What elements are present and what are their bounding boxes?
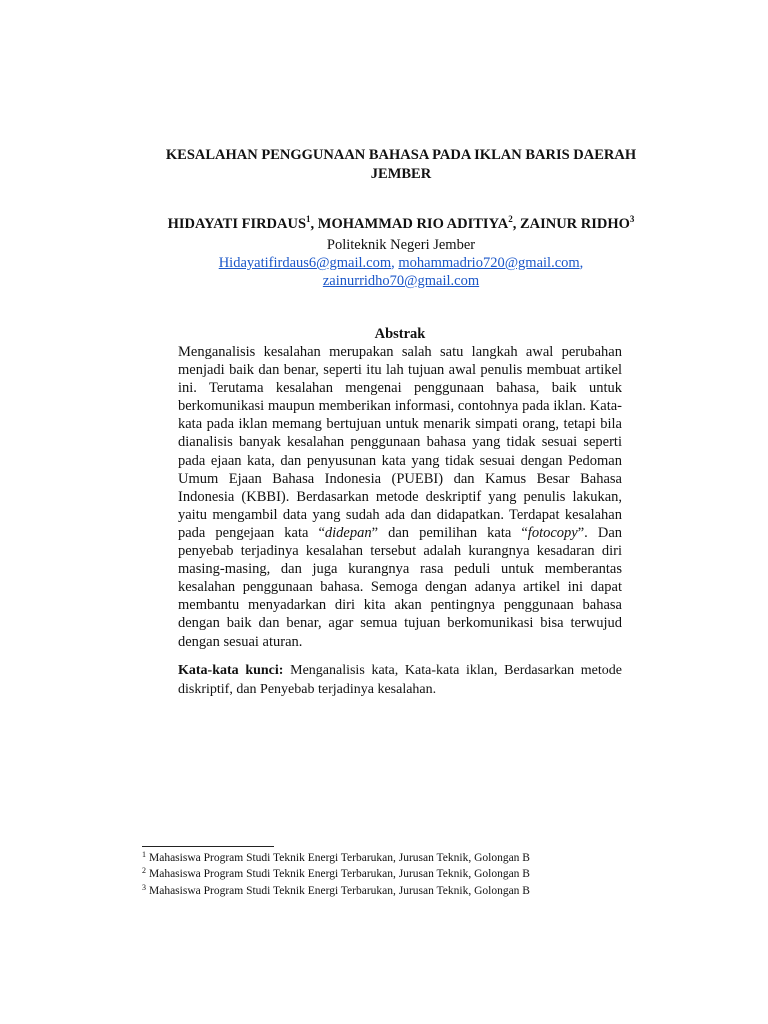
abstract-italic-term: fotocopy xyxy=(527,524,578,541)
abstract-italic-term: didepan xyxy=(324,524,372,541)
author-footnote-mark: 3 xyxy=(629,214,635,224)
abstract-heading: Abstrak xyxy=(374,326,426,342)
email-list xyxy=(150,254,652,290)
footnote-mark: 1 xyxy=(142,850,146,859)
keywords-label: Kata-kata kunci: xyxy=(178,663,284,678)
footnote-list xyxy=(142,850,702,899)
footnote xyxy=(142,883,702,899)
footnote-mark: 2 xyxy=(142,866,146,876)
affiliation: Politeknik Negeri Jember xyxy=(326,237,476,253)
abstract-text: Menganalisis kesalahan merupakan salah satu langkah awal perubahan menjadi baik dan benar, seperti itu lah tujuan awal penulis membuat artikel ini. Terutama kesalahan mengenai penggunaan bahasa, baik untuk berkomunikasi maupun memberikan informasi, contohnya pada iklan. Kata-kata pada iklan memang bertujuan untuk menarik simpati orang, tetapi bila dianalisis banyak kesalahan penggunaan bahasa yang tidak sesuai seperti pada ejaan kata, dan penyusunan kata yang tidak sesuai dengan Pedoman Umum Ejaan Bahasa Indonesia (PUEBI) dan Kamus Besar Bahasa Indonesia (KBBI). Berdasarkan metode deskriptif yang penulis lakukan, yaitu mengambil data yang sudah ada dan didapatkan. Terdapat kesalahan pada pengejaan kata “ xyxy=(178,344,622,541)
footnote xyxy=(142,850,702,866)
email-link[interactable]: Hidayatifirdaus6@gmail.com xyxy=(218,255,392,271)
footnote-text: Mahasiswa Program Studi Teknik Energi Terbarukan, Jurusan Teknik, Golongan B xyxy=(149,884,530,897)
keywords xyxy=(178,661,622,699)
abstract-text: ” dan pemilihan kata “ xyxy=(371,524,528,541)
author-list xyxy=(100,215,702,234)
footnote-divider xyxy=(142,846,274,847)
author-name: HIDAYATI FIRDAUS xyxy=(167,216,307,232)
footnote-text: Mahasiswa Program Studi Teknik Energi Terbarukan, Jurusan Teknik, Golongan B xyxy=(149,868,530,881)
email-separator: , xyxy=(579,255,584,271)
footnote xyxy=(142,866,702,882)
abstract-body xyxy=(178,343,622,651)
footnote-text: Mahasiswa Program Studi Teknik Energi Terbarukan, Jurusan Teknik, Golongan B xyxy=(149,852,530,864)
author-separator: , xyxy=(310,216,318,232)
email-separator: , xyxy=(391,255,395,271)
email-link[interactable]: mohammadrio720@gmail.com xyxy=(398,255,580,271)
author-name: MOHAMMAD RIO ADITIYA xyxy=(317,216,509,232)
author-separator: , xyxy=(512,216,520,232)
email-link[interactable]: zainurridho70@gmail.com xyxy=(322,273,480,289)
author-footnote-mark: 2 xyxy=(508,214,513,224)
author-footnote-mark: 1 xyxy=(306,214,311,224)
footnote-mark: 3 xyxy=(142,882,146,892)
author-name: ZAINUR RIDHO xyxy=(519,216,630,232)
keywords-text: Menganalisis kata, Kata-kata iklan, Berdasarkan metode diskriptif, dan Penyebab terjadinya kesalahan. xyxy=(178,663,622,697)
paper-title: KESALAHAN PENGGUNAAN BAHASA PADA IKLAN BARIS DAERAH JEMBER xyxy=(165,147,637,182)
abstract-text: ”. Dan penyebab terjadinya kesalahan tersebut adalah kurangnya kesadaran diri masing-masing, dan juga kurangnya rasa peduli untuk memberantas kesalahan penggunaan bahasa. Semoga dengan adanya artikel ini dapat membantu menyadarkan diri kita akan pentingnya penggunaan bahasa dengan baik dan benar, agar semua tujuan berkomunikasi bisa terwujud dengan sesuai aturan. xyxy=(178,524,623,650)
